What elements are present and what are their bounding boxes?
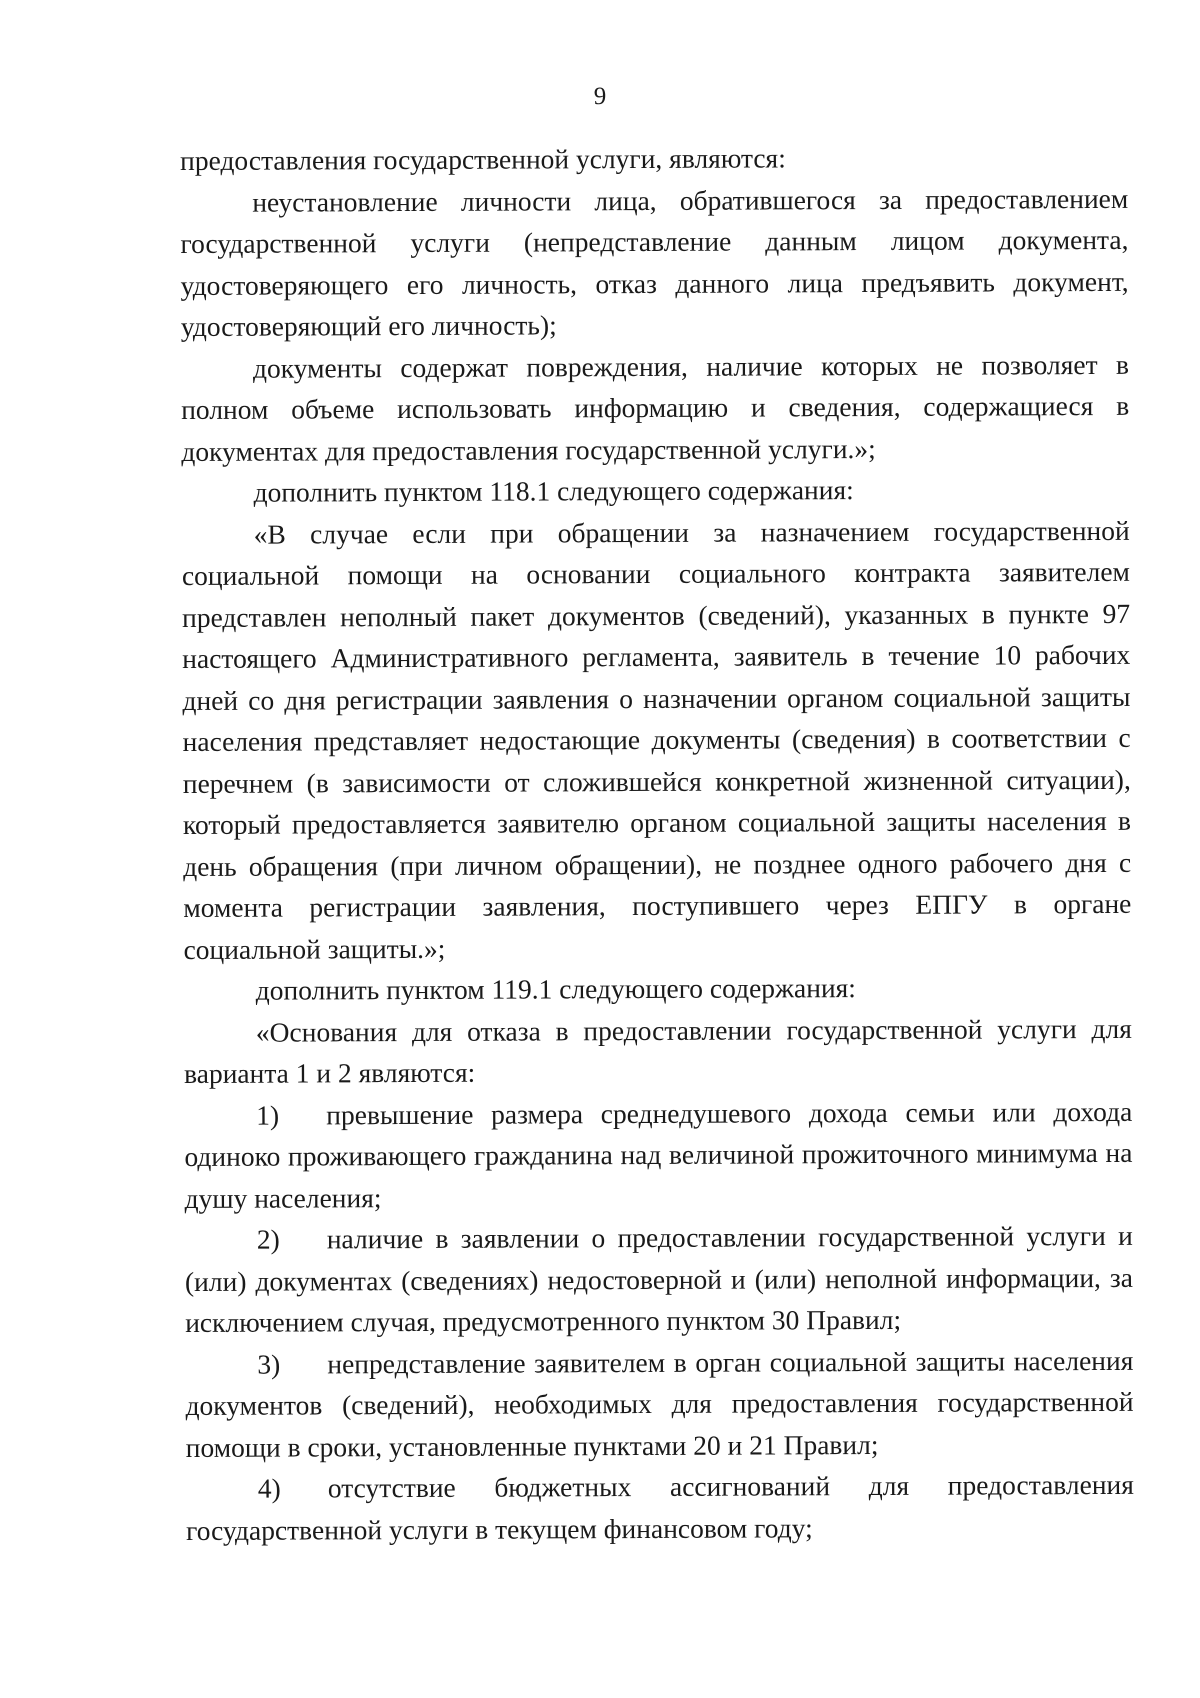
paragraph-continuation: предоставления государственной услуги, являются:	[180, 142, 786, 176]
paragraph-social-contract: «В случае если при обращении за назначением государственной социальной помощи на основании социального контракта заявителем представлен неполный пакет документов (сведений), указанных в пункте 97 настоящего Административного регламента, заявитель в течение 10 рабочих дней со дня регистрации заявления о назначении органом социальной защиты населения представляет недостающие документы (сведения) в соответствии с перечнем (в зависимости от сложившейся конкретной жизненной ситуации), который предоставляется заявителю органом социальной защиты населения в день обращения (при личном обращении), не позднее одного рабочего дня с момента регистрации заявления, поступившего через ЕПГУ в органе социальной защиты.»;	[181, 514, 1132, 965]
list-item	[185, 1339, 1134, 1468]
list-item	[186, 1464, 1134, 1551]
list-item-text: непредставление заявителем в орган социальной защиты населения документов (сведений), необходимых для предоставления государственной помощи в сроки, установленные пунктами 20 и 21 Правил;	[185, 1344, 1134, 1463]
list-item-number: 4)	[257, 1472, 281, 1504]
paragraph-add-119-1: дополнить пунктом 119.1 следующего содержания:	[255, 972, 856, 1006]
paragraph-identity-not-established: неустановление личности лица, обратившегося за предоставлением государственной услуги (непредставление данным лицом документа, удостоверяющего его личность, отказ данного лица предъявить документ, удостоверяющий его личность);	[180, 182, 1129, 342]
list-item	[185, 1215, 1134, 1344]
list-item-text: превышение размера среднедушевого дохода семьи или дохода одиноко проживающего гражданина над величиной прожиточного минимума на душу населения;	[184, 1095, 1133, 1214]
list-item-text: отсутствие бюджетных ассигнований для предоставления государственной услуги в текущем финансовом году;	[185, 1468, 1134, 1546]
page-number: 9	[593, 83, 607, 110]
paragraph-refusal-grounds: «Основания для отказа в предоставлении государственной услуги для варианта 1 и 2 являются:	[184, 1012, 1132, 1089]
paragraph-add-118-1: дополнить пунктом 118.1 следующего содержания:	[253, 474, 854, 508]
list-item-number: 1)	[256, 1099, 280, 1131]
list-item-number: 2)	[256, 1223, 280, 1255]
document-body	[180, 136, 1134, 1551]
list-item	[184, 1090, 1133, 1219]
list-item-text: наличие в заявлении о предоставлении государственной услуги и (или) документах (сведениях) недостоверной и (или) неполной информации, за исключением случая, предусмотренного пунктом 30 Правил;	[184, 1219, 1134, 1338]
list-item-number: 3)	[257, 1348, 281, 1380]
paragraph-damaged-documents: документы содержат повреждения, наличие которых не позволяет в полном объеме использовать информацию и сведения, содержащиеся в документах для предоставления государственной услуги.»;	[181, 348, 1130, 467]
